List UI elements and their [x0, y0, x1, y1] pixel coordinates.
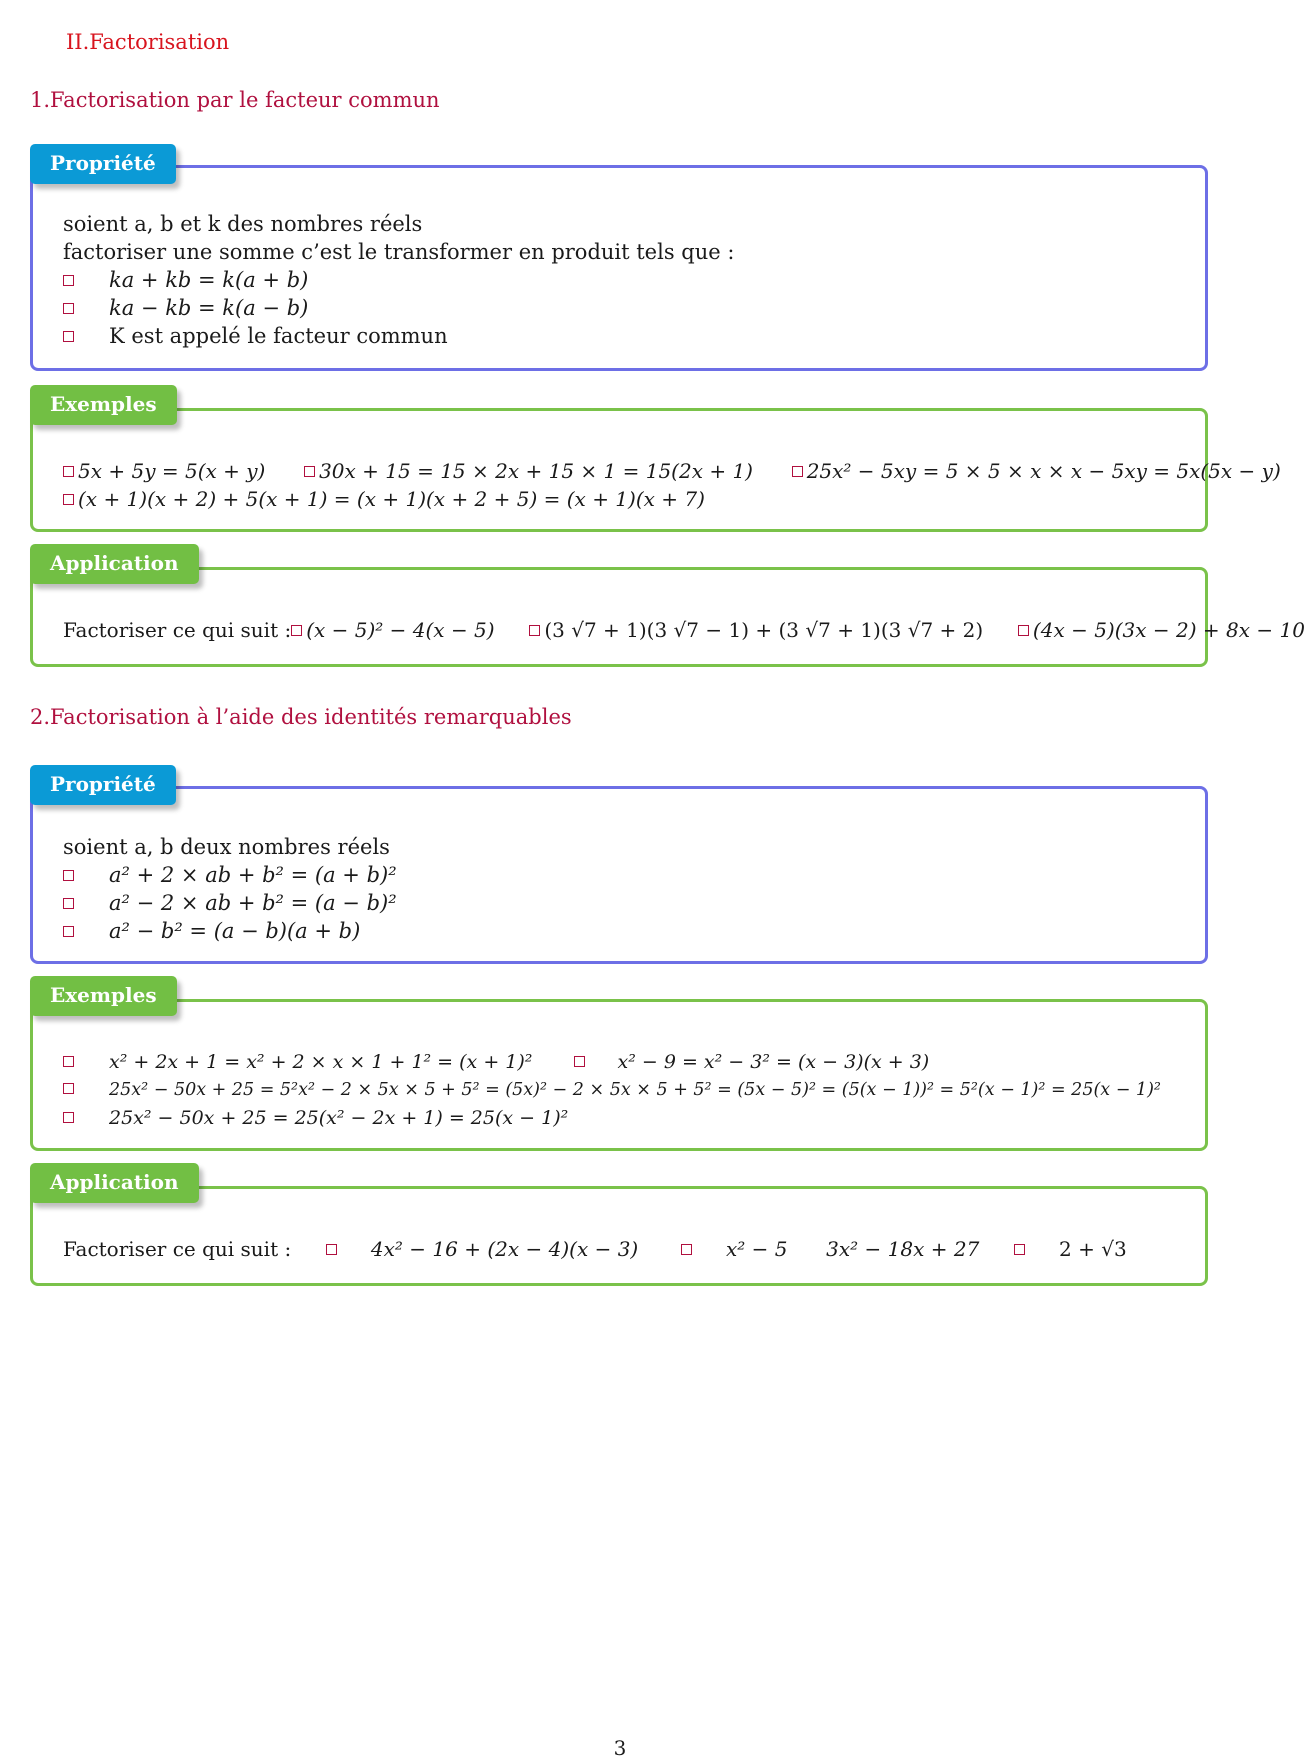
list-item: a² − 2 × ab + b² = (a − b)² [63, 889, 1185, 917]
bullet-square-icon [63, 494, 74, 505]
s1-prop-intro2: factoriser une somme c’est le transformer en produit tels que : [63, 240, 735, 264]
application-row: Factoriser ce qui suit : (x − 5)² − 4(x − 5) (3 √7 + 1)(3 √7 − 1) + (3 √7 + 1)(3 √7 + 2) (4x − 5)(3x − 2) + 8x − 10 [63, 618, 1305, 642]
bullet-square-icon [63, 1056, 74, 1067]
bullet-square-icon [63, 870, 74, 881]
bullet-square-icon [63, 1112, 74, 1123]
bullet-square-icon [63, 466, 74, 477]
s2-prop-intro: soient a, b deux nombres réels [63, 835, 390, 859]
bullet-square-icon [1014, 1244, 1025, 1255]
s2-application-tag: Application [30, 1163, 199, 1203]
s1-application-box [30, 567, 1305, 667]
example-row: 5x + 5y = 5(x + y) 30x + 15 = 15 × 2x + 15 × 1 = 15(2x + 1) 25x² − 5xy = 5 × 5 × x × x − 5xy = 5x(5x − y) [63, 457, 1185, 485]
s2-propriete-box [30, 786, 1208, 964]
s2-propriete-tag: Propriété [30, 765, 176, 805]
bullet-square-icon [304, 466, 315, 477]
bullet-square-icon [792, 466, 803, 477]
example-row: 25x² − 50x + 25 = 5²x² − 2 × 5x × 5 + 5² = (5x)² − 2 × 5x × 5 + 5² = (5x − 5)² = (5(x − 1))² = 5²(x − 1)² = 25(x − 1)² [63, 1076, 1185, 1104]
list-item: K est appelé le facteur commun [63, 322, 1185, 350]
s1-application-tag: Application [30, 544, 199, 584]
list-item: ka − kb = k(a − b) [63, 294, 1185, 322]
s2-application-box [30, 1186, 1208, 1286]
example-row: 25x² − 50x + 25 = 25(x² − 2x + 1) = 25(x − 1)² [63, 1104, 1185, 1132]
bullet-square-icon [63, 898, 74, 909]
s1-exemples-tag: Exemples [30, 385, 177, 425]
bullet-square-icon [1018, 625, 1029, 636]
bullet-square-icon [291, 625, 302, 636]
application-prompt: Factoriser ce qui suit : [63, 618, 292, 642]
s1-prop-intro1: soient a, b et k des nombres réels [63, 212, 423, 236]
bullet-square-icon [681, 1244, 692, 1255]
s2-exemples-box [30, 999, 1208, 1151]
chapter-title: II.Factorisation [66, 30, 230, 54]
bullet-square-icon [63, 303, 74, 314]
list-item: ka + kb = k(a + b) [63, 266, 1185, 294]
section1-heading: 1.Factorisation par le facteur commun [30, 88, 440, 112]
bullet-square-icon [63, 926, 74, 937]
bullet-square-icon [63, 1083, 74, 1094]
list-item: a² − b² = (a − b)(a + b) [63, 917, 1185, 945]
bullet-square-icon [326, 1244, 337, 1255]
example-row: (x + 1)(x + 2) + 5(x + 1) = (x + 1)(x + 2 + 5) = (x + 1)(x + 7) [63, 485, 1185, 513]
bullet-square-icon [63, 275, 74, 286]
s1-propriete-box [30, 165, 1208, 371]
bullet-square-icon [63, 331, 74, 342]
list-item: a² + 2 × ab + b² = (a + b)² [63, 861, 1185, 889]
s1-propriete-tag: Propriété [30, 144, 176, 184]
s1-exemples-box [30, 408, 1281, 532]
example-row: x² + 2x + 1 = x² + 2 × x × 1 + 1² = (x + 1)² x² − 9 = x² − 3² = (x − 3)(x + 3) [63, 1048, 1185, 1076]
s2-exemples-tag: Exemples [30, 976, 177, 1016]
section2-heading: 2.Factorisation à l’aide des identités remarquables [30, 705, 572, 729]
page-number: 3 [613, 1736, 627, 1760]
application-row: Factoriser ce qui suit : 4x² − 16 + (2x − 4)(x − 3) x² − 5 3x² − 18x + 27 2 + √3 [63, 1237, 1127, 1261]
bullet-square-icon [574, 1056, 585, 1067]
application-prompt: Factoriser ce qui suit : [63, 1237, 292, 1261]
bullet-square-icon [529, 625, 540, 636]
